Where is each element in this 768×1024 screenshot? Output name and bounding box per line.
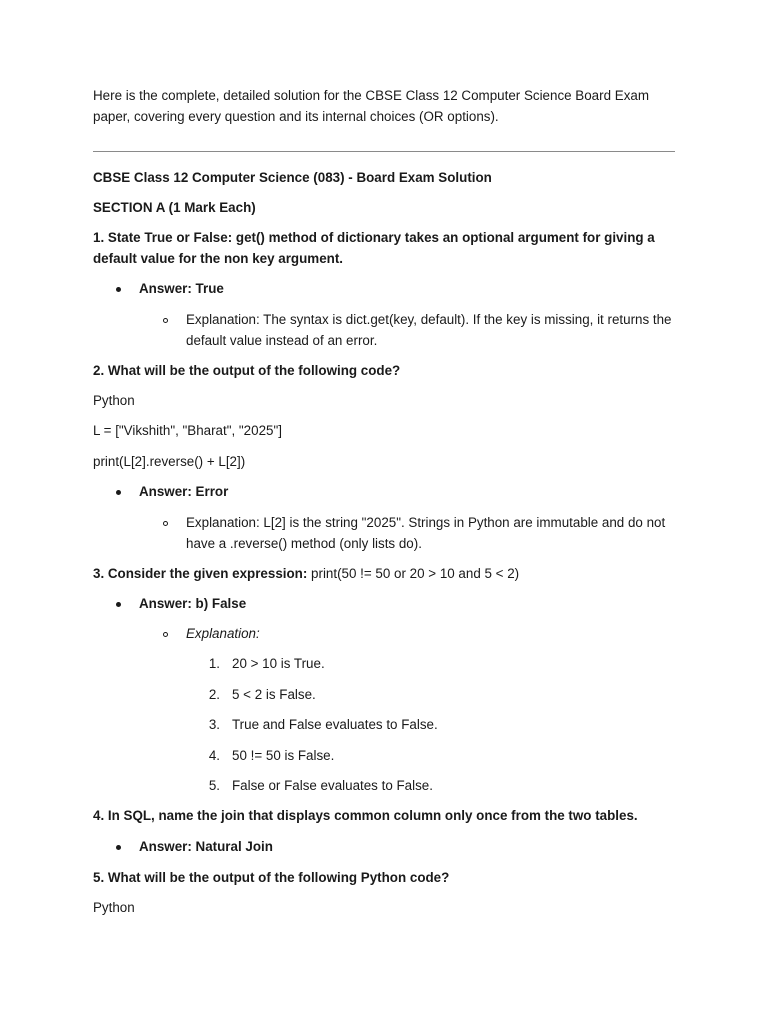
answer-1: Answer: True (139, 281, 224, 296)
step-number: 2. (208, 687, 220, 702)
code-language-label: Python (93, 393, 135, 408)
step-number: 1. (208, 656, 220, 671)
answer-3: Answer: b) False (139, 596, 247, 611)
step-number: 3. (208, 717, 220, 732)
document-title: CBSE Class 12 Computer Science (083) - Board Exam Solution (93, 170, 492, 185)
explanation-2: Explanation: L[2] is the string "2025". Strings in Python are immutable and do not have a .reverse() method (only lists do). (186, 515, 666, 551)
question-3 (93, 564, 519, 585)
question-3-code: print(50 != 50 or 20 > 10 and 5 < 2) (307, 566, 520, 581)
answer-4: Answer: Natural Join (139, 839, 273, 854)
question-1: 1. State True or False: get() method of dictionary takes an optional argument for giving a default value for the non key argument. (93, 230, 655, 266)
step-text: 50 != 50 is False. (232, 748, 335, 763)
code-line: print(L[2].reverse() + L[2]) (93, 454, 246, 469)
step-text: True and False evaluates to False. (232, 717, 438, 732)
bullet-circle-icon (163, 318, 168, 323)
bullet-dot-icon (116, 490, 121, 495)
explanation-3-label: Explanation: (186, 626, 260, 641)
horizontal-divider (93, 151, 675, 152)
question-3-text: 3. Consider the given expression: (93, 566, 308, 581)
section-heading: SECTION A (1 Mark Each) (93, 200, 256, 215)
bullet-dot-icon (116, 287, 121, 292)
step-number: 4. (208, 748, 220, 763)
code-line: L = ["Vikshith", "Bharat", "2025"] (93, 423, 282, 438)
question-5: 5. What will be the output of the following Python code? (93, 870, 450, 885)
answer-2: Answer: Error (139, 484, 229, 499)
bullet-dot-icon (116, 602, 121, 607)
step-text: 5 < 2 is False. (232, 687, 316, 702)
question-4: 4. In SQL, name the join that displays common column only once from the two tables. (93, 808, 638, 823)
bullet-dot-icon (116, 845, 121, 850)
question-2: 2. What will be the output of the following code? (93, 363, 401, 378)
step-text: 20 > 10 is True. (232, 656, 325, 671)
step-number: 5. (208, 778, 220, 793)
intro-paragraph: Here is the complete, detailed solution for the CBSE Class 12 Computer Science Board Exam paper, covering every question and its internal choices (OR options). (93, 88, 649, 124)
code-language-label: Python (93, 900, 135, 915)
bullet-circle-icon (163, 632, 168, 637)
bullet-circle-icon (163, 521, 168, 526)
explanation-1: Explanation: The syntax is dict.get(key, default). If the key is missing, it returns the default value instead of an error. (186, 312, 672, 348)
step-text: False or False evaluates to False. (232, 778, 433, 793)
